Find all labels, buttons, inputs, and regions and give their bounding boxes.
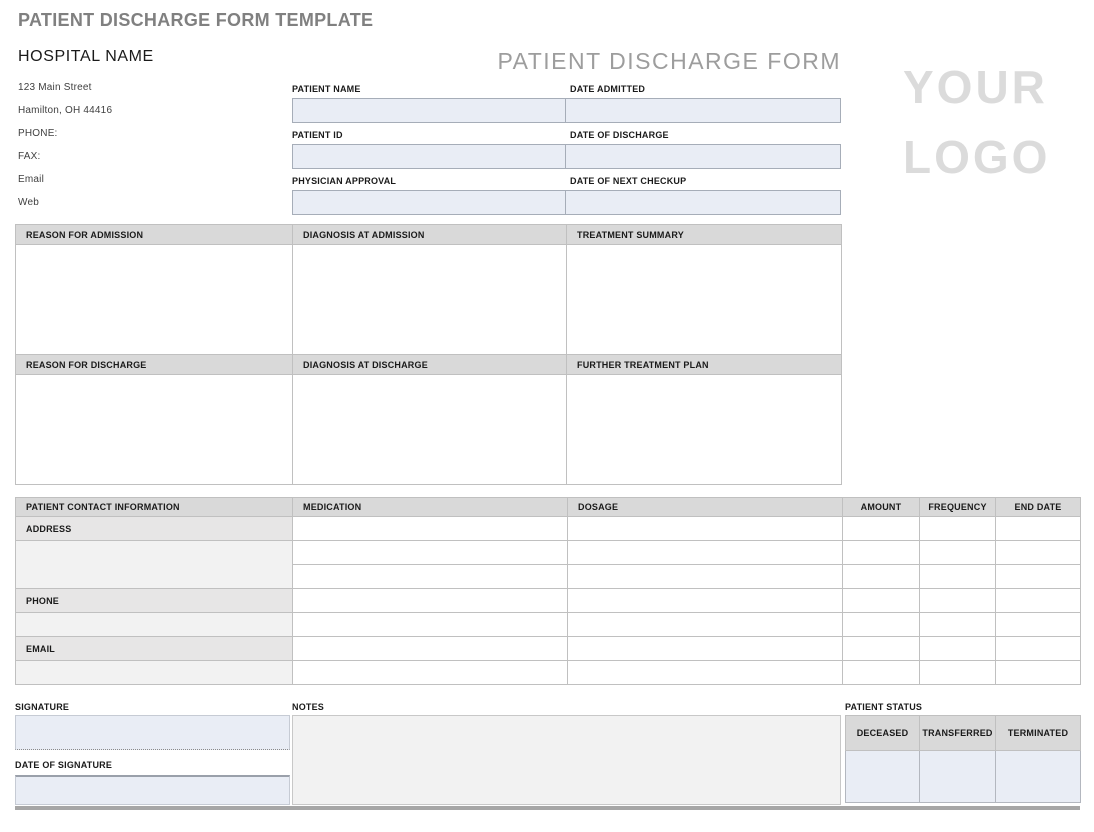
amount-cell[interactable]: [843, 565, 920, 589]
frequency-cell[interactable]: [920, 661, 996, 685]
transferred-header: TRANSFERRED: [920, 716, 996, 751]
date-of-discharge-label: DATE OF DISCHARGE: [570, 130, 669, 140]
hospital-address-line1: 123 Main Street: [18, 82, 92, 93]
amount-cell[interactable]: [843, 517, 920, 541]
diagnosis-at-discharge-header: DIAGNOSIS AT DISCHARGE: [293, 355, 567, 375]
treatment-summary-cell[interactable]: [567, 245, 842, 355]
reason-for-admission-header: REASON FOR ADMISSION: [16, 225, 293, 245]
medication-cell[interactable]: [293, 541, 568, 565]
dosage-cell[interactable]: [568, 565, 843, 589]
frequency-cell[interactable]: [920, 589, 996, 613]
hospital-name: HOSPITAL NAME: [18, 48, 154, 65]
end-date-cell[interactable]: [996, 637, 1081, 661]
frequency-cell[interactable]: [920, 517, 996, 541]
end-date-cell[interactable]: [996, 613, 1081, 637]
email-label-cell: EMAIL: [16, 637, 293, 661]
field-labels-row3: [292, 176, 841, 186]
frequency-header: FREQUENCY: [920, 498, 996, 517]
end-date-cell[interactable]: [996, 541, 1081, 565]
date-admitted-field[interactable]: [566, 99, 840, 122]
diagnosis-at-admission-header: DIAGNOSIS AT ADMISSION: [293, 225, 567, 245]
treatment-summary-header: TREATMENT SUMMARY: [567, 225, 842, 245]
end-date-cell[interactable]: [996, 517, 1081, 541]
dosage-cell[interactable]: [568, 517, 843, 541]
patient-name-field[interactable]: [293, 99, 566, 122]
date-of-discharge-field[interactable]: [566, 145, 840, 168]
transferred-cell[interactable]: [920, 751, 996, 803]
amount-cell[interactable]: [843, 613, 920, 637]
frequency-cell[interactable]: [920, 613, 996, 637]
address-value-cell[interactable]: [16, 541, 293, 589]
signature-label: SIGNATURE: [15, 702, 70, 712]
email-value-cell[interactable]: [16, 661, 293, 685]
patient-id-field[interactable]: [293, 145, 566, 168]
dosage-cell[interactable]: [568, 637, 843, 661]
diagnosis-at-admission-cell[interactable]: [293, 245, 567, 355]
frequency-cell[interactable]: [920, 541, 996, 565]
amount-header: AMOUNT: [843, 498, 920, 517]
notes-label: NOTES: [292, 702, 325, 712]
dosage-cell[interactable]: [568, 613, 843, 637]
frequency-cell[interactable]: [920, 637, 996, 661]
dosage-cell[interactable]: [568, 541, 843, 565]
logo-placeholder: [903, 52, 1078, 192]
page-title: PATIENT DISCHARGE FORM TEMPLATE: [18, 10, 374, 30]
reason-for-admission-cell[interactable]: [16, 245, 293, 355]
signature-field[interactable]: [15, 715, 290, 750]
dosage-cell[interactable]: [568, 661, 843, 685]
field-inputs-row1: [292, 98, 841, 123]
amount-cell[interactable]: [843, 661, 920, 685]
medication-cell[interactable]: [293, 637, 568, 661]
frequency-cell[interactable]: [920, 565, 996, 589]
medication-cell[interactable]: [293, 517, 568, 541]
field-inputs-row2: [292, 144, 841, 169]
patient-status-table: [845, 715, 1081, 803]
date-of-signature-label: DATE OF SIGNATURE: [15, 760, 113, 770]
physician-approval-field[interactable]: [293, 191, 566, 214]
hospital-phone-label: PHONE:: [18, 128, 58, 139]
medication-cell[interactable]: [293, 589, 568, 613]
bottom-divider: [15, 806, 1080, 810]
hospital-fax-label: FAX:: [18, 151, 41, 162]
further-treatment-plan-cell[interactable]: [567, 375, 842, 485]
medication-cell[interactable]: [293, 661, 568, 685]
phone-label-cell: PHONE: [16, 589, 293, 613]
field-inputs-row3: [292, 190, 841, 215]
medication-table: [15, 497, 1081, 685]
deceased-cell[interactable]: [846, 751, 920, 803]
dosage-cell[interactable]: [568, 589, 843, 613]
amount-cell[interactable]: [843, 541, 920, 565]
hospital-address-line2: Hamilton, OH 44416: [18, 105, 113, 116]
terminated-header: TERMINATED: [996, 716, 1081, 751]
reason-for-discharge-cell[interactable]: [16, 375, 293, 485]
notes-field[interactable]: [292, 715, 841, 805]
medication-cell[interactable]: [293, 565, 568, 589]
form-title: PATIENT DISCHARGE FORM: [497, 48, 841, 74]
patient-id-label: PATIENT ID: [292, 130, 343, 140]
patient-contact-information-header: PATIENT CONTACT INFORMATION: [16, 498, 293, 517]
logo-line2: LOGO: [903, 131, 1051, 183]
date-of-signature-field[interactable]: [15, 775, 290, 805]
phone-value-cell[interactable]: [16, 613, 293, 637]
physician-approval-label: PHYSICIAN APPROVAL: [292, 176, 397, 186]
hospital-web-label: Web: [18, 197, 39, 208]
logo-line1: YOUR: [903, 61, 1048, 113]
address-label-cell: ADDRESS: [16, 517, 293, 541]
date-of-next-checkup-label: DATE OF NEXT CHECKUP: [570, 176, 687, 186]
amount-cell[interactable]: [843, 589, 920, 613]
deceased-header: DECEASED: [846, 716, 920, 751]
hospital-email-label: Email: [18, 174, 45, 185]
field-labels-row1: [292, 84, 841, 94]
reason-for-discharge-header: REASON FOR DISCHARGE: [16, 355, 293, 375]
date-admitted-label: DATE ADMITTED: [570, 84, 646, 94]
medication-cell[interactable]: [293, 613, 568, 637]
field-labels-row2: [292, 130, 841, 140]
date-of-next-checkup-field[interactable]: [566, 191, 840, 214]
amount-cell[interactable]: [843, 637, 920, 661]
end-date-cell[interactable]: [996, 589, 1081, 613]
diagnosis-at-discharge-cell[interactable]: [293, 375, 567, 485]
terminated-cell[interactable]: [996, 751, 1081, 803]
patient-name-label: PATIENT NAME: [292, 84, 361, 94]
admission-table: [15, 224, 842, 485]
end-date-cell[interactable]: [996, 661, 1081, 685]
end-date-header: END DATE: [996, 498, 1081, 517]
end-date-cell[interactable]: [996, 565, 1081, 589]
patient-status-label: PATIENT STATUS: [845, 702, 923, 712]
dosage-header: DOSAGE: [568, 498, 843, 517]
further-treatment-plan-header: FURTHER TREATMENT PLAN: [567, 355, 842, 375]
medication-header: MEDICATION: [293, 498, 568, 517]
